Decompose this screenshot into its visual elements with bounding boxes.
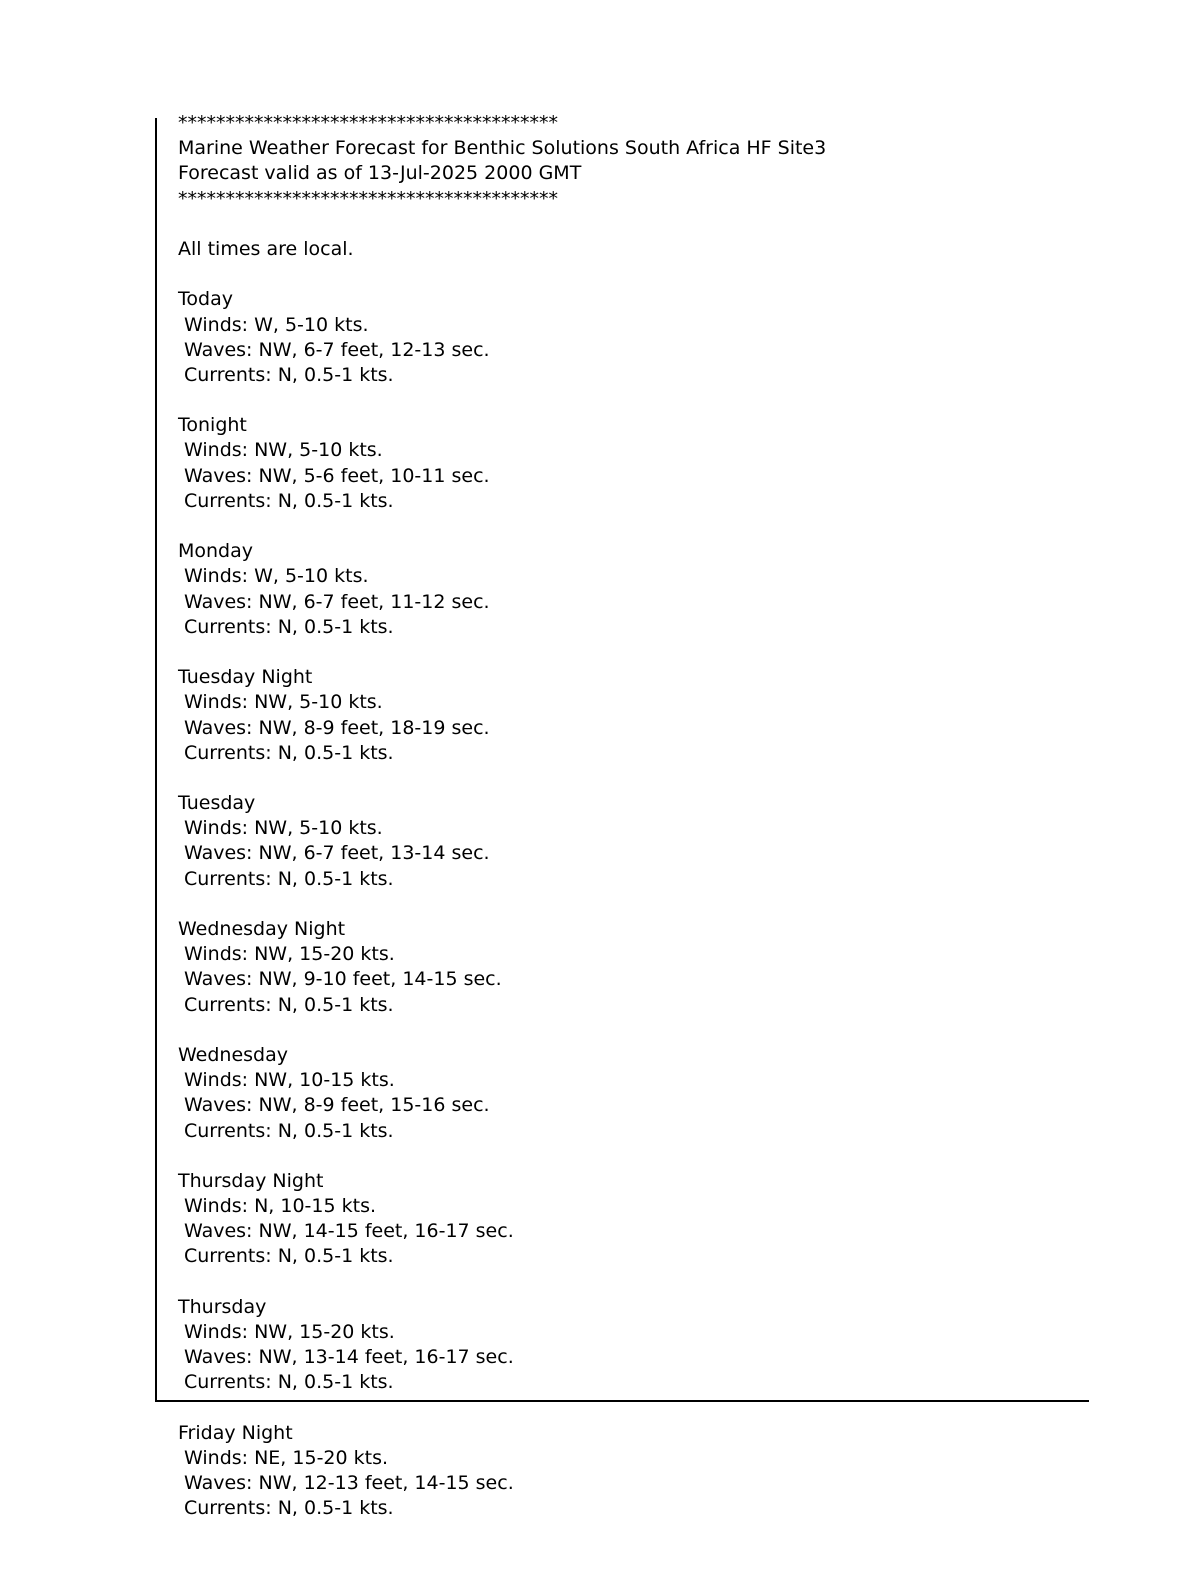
forecast-section: [178, 665, 826, 766]
forecast-valid-line: Forecast valid as of 13-Jul-2025 2000 GMT: [178, 162, 582, 185]
forecast-section: [178, 539, 826, 640]
forecast-currents-line: Currents: N, 0.5-1 kts.: [184, 1497, 394, 1520]
forecast-winds-line: Winds: NW, 15-20 kts.: [184, 1321, 395, 1343]
forecast-winds-line: Winds: W, 5-10 kts.: [184, 313, 369, 336]
times-note: All times are local.: [178, 237, 354, 260]
forecast-day-heading: Thursday Night: [178, 1169, 324, 1192]
forecast-currents-line: Currents: N, 0.5-1 kts.: [184, 993, 394, 1016]
forecast-currents-line: Currents: N, 0.5-1 kts.: [184, 741, 394, 764]
forecast-section: [178, 917, 826, 1018]
forecast-waves-line: Waves: NW, 8-9 feet, 15-16 sec.: [184, 1094, 490, 1117]
forecast-section: [178, 1295, 826, 1396]
forecast-day-heading: Monday: [178, 540, 254, 563]
forecast-day-heading: Wednesday: [178, 1043, 289, 1066]
forecast-section: [178, 791, 826, 892]
forecast-waves-line: Waves: NW, 8-9 feet, 18-19 sec.: [184, 716, 490, 739]
forecast-waves-line: Waves: NW, 9-10 feet, 14-15 sec.: [184, 968, 502, 991]
forecast-winds-line: Winds: NW, 5-10 kts.: [184, 691, 383, 714]
forecast-currents-line: Currents: N, 0.5-1 kts.: [184, 867, 394, 890]
forecast-day-heading: Wednesday Night: [178, 918, 346, 940]
forecast-currents-line: Currents: N, 0.5-1 kts.: [184, 489, 394, 512]
forecast-waves-line: Waves: NW, 6-7 feet, 11-12 sec.: [184, 590, 490, 613]
forecast-waves-line: Waves: NW, 14-15 feet, 16-17 sec.: [184, 1220, 514, 1243]
forecast-day-heading: Thursday: [178, 1295, 267, 1318]
forecast-winds-line: Winds: NE, 15-20 kts.: [184, 1446, 389, 1469]
forecast-waves-line: Waves: NW, 13-14 feet, 16-17 sec.: [184, 1346, 514, 1369]
banner-asterisks-bottom: ****************************************: [178, 187, 558, 210]
forecast-winds-line: Winds: NW, 15-20 kts.: [184, 943, 395, 966]
banner-asterisks-top: ****************************************: [178, 112, 558, 134]
forecast-section: [178, 1043, 826, 1144]
forecast-section: [178, 1169, 826, 1270]
forecast-sections: [178, 287, 826, 1521]
forecast-day-heading: Friday Night: [178, 1421, 293, 1444]
forecast-day-heading: Tuesday Night: [178, 666, 313, 689]
forecast-waves-line: Waves: NW, 5-6 feet, 10-11 sec.: [184, 464, 490, 487]
forecast-currents-line: Currents: N, 0.5-1 kts.: [184, 1371, 394, 1394]
forecast-section: [178, 413, 826, 514]
forecast-currents-line: Currents: N, 0.5-1 kts.: [184, 615, 394, 638]
forecast-section: [178, 1421, 826, 1522]
forecast-day-heading: Tonight: [178, 414, 247, 437]
forecast-section: [178, 287, 826, 388]
forecast-winds-line: Winds: NW, 5-10 kts.: [184, 817, 383, 840]
forecast-text: [178, 111, 826, 1522]
forecast-winds-line: Winds: N, 10-15 kts.: [184, 1195, 377, 1218]
forecast-winds-line: Winds: W, 5-10 kts.: [184, 565, 369, 588]
forecast-currents-line: Currents: N, 0.5-1 kts.: [184, 1119, 394, 1142]
forecast-day-heading: Today: [178, 288, 233, 311]
forecast-day-heading: Tuesday: [178, 792, 256, 815]
forecast-waves-line: Waves: NW, 12-13 feet, 14-15 sec.: [184, 1472, 514, 1495]
forecast-currents-line: Currents: N, 0.5-1 kts.: [184, 363, 394, 386]
forecast-waves-line: Waves: NW, 6-7 feet, 13-14 sec.: [184, 842, 490, 865]
forecast-winds-line: Winds: NW, 5-10 kts.: [184, 439, 383, 462]
forecast-winds-line: Winds: NW, 10-15 kts.: [184, 1069, 395, 1092]
forecast-title: Marine Weather Forecast for Benthic Solutions South Africa HF Site3: [178, 137, 827, 160]
forecast-waves-line: Waves: NW, 6-7 feet, 12-13 sec.: [184, 338, 490, 361]
forecast-currents-line: Currents: N, 0.5-1 kts.: [184, 1245, 394, 1268]
